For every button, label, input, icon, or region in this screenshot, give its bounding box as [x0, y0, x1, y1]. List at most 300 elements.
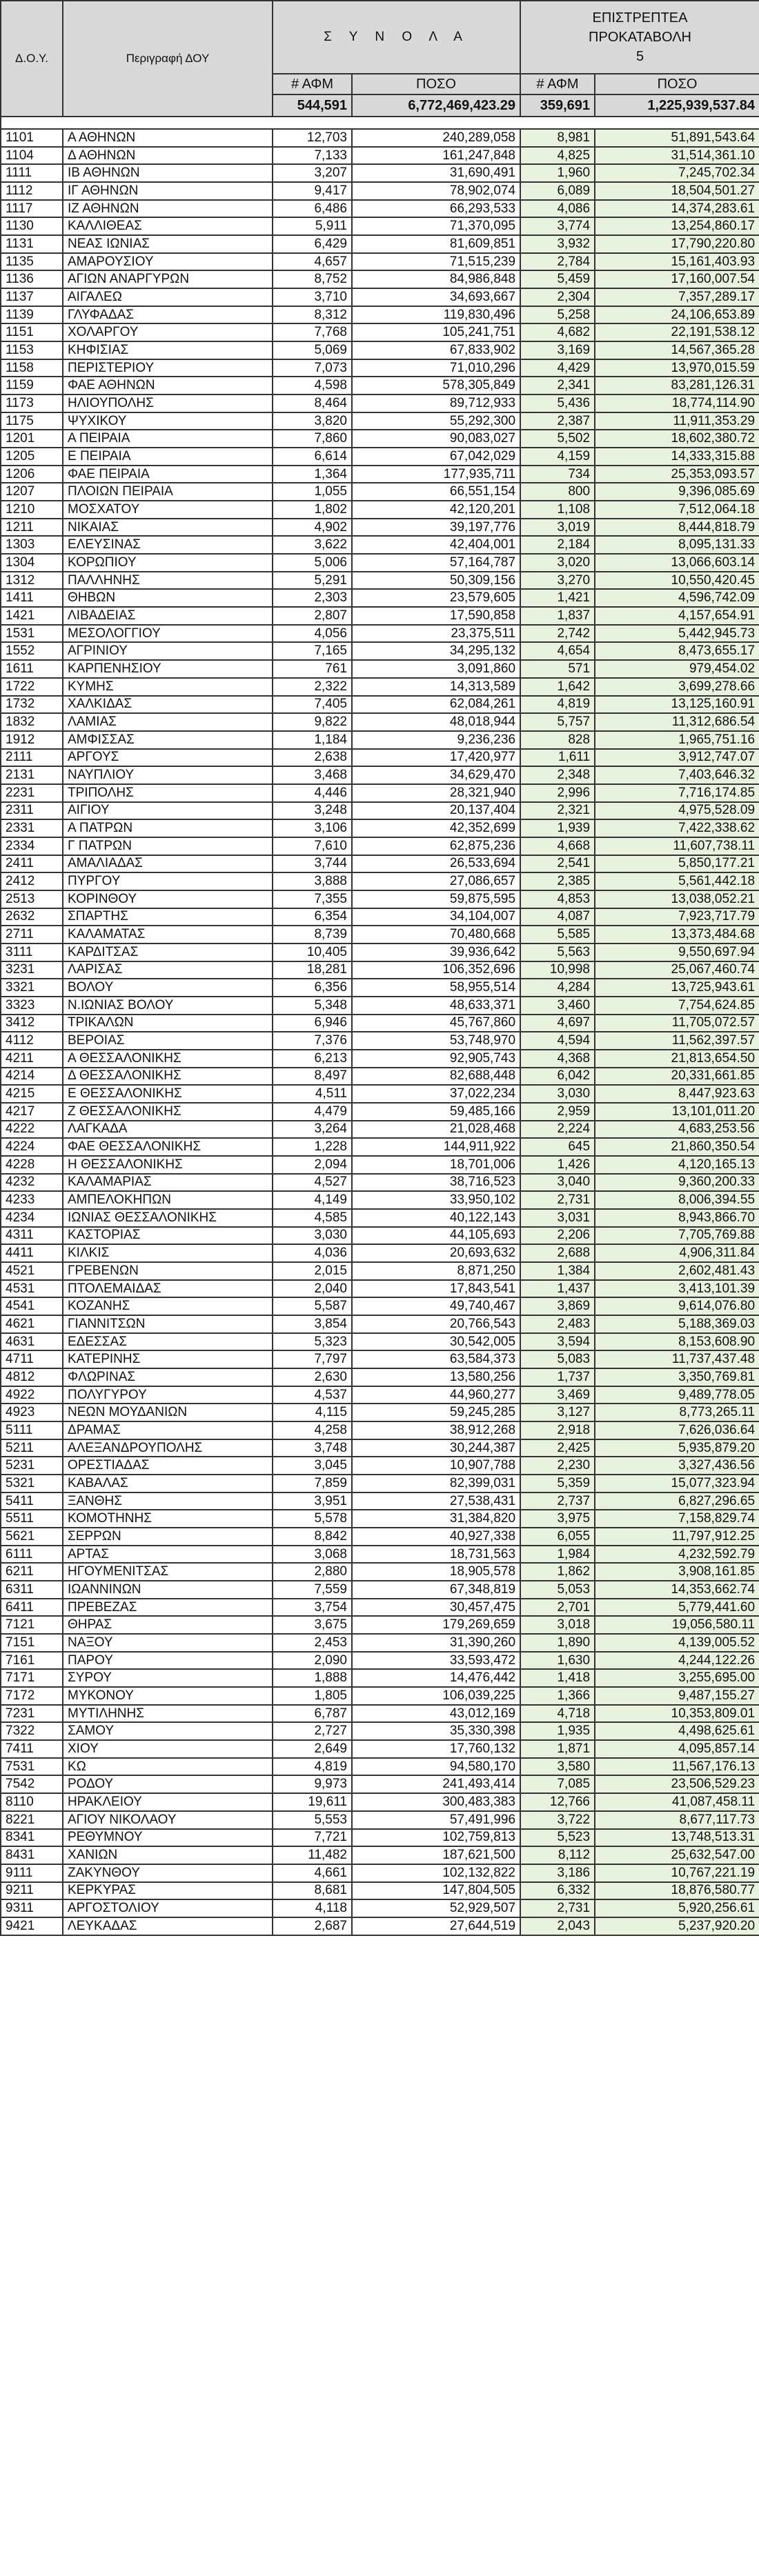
doy-code-cell: 8341: [1, 1829, 63, 1847]
header-description: Περιγραφή ΔΟΥ: [63, 1, 273, 117]
refund-afm-cell: 571: [520, 660, 595, 678]
refund-afm-cell: 6,089: [520, 182, 595, 200]
amount-cell: 90,083,027: [352, 430, 520, 448]
amount-cell: 21,028,468: [352, 1121, 520, 1139]
table-row: [1, 749, 759, 767]
refund-amount-cell: 21,813,654.50: [595, 1050, 759, 1068]
table-row: [1, 819, 759, 837]
refund-amount-cell: 3,413,101.39: [595, 1280, 759, 1298]
refund-afm-cell: 2,959: [520, 1103, 595, 1121]
doy-code-cell: 1912: [1, 731, 63, 749]
doy-code-cell: 7531: [1, 1758, 63, 1776]
amount-cell: 106,039,225: [352, 1687, 520, 1705]
afm-count-cell: 2,727: [273, 1722, 352, 1740]
table-row: [1, 872, 759, 890]
amount-cell: 241,493,414: [352, 1775, 520, 1793]
table-row: [1, 1244, 759, 1262]
amount-cell: 14,313,589: [352, 678, 520, 696]
doy-name-cell: ΙΓ ΑΘΗΝΩΝ: [63, 182, 273, 200]
table-row: [1, 1368, 759, 1386]
doy-name-cell: Ε ΘΕΣΣΑΛΟΝΙΚΗΣ: [63, 1085, 273, 1103]
refund-amount-cell: 2,602,481.43: [595, 1262, 759, 1280]
amount-cell: 31,384,820: [352, 1510, 520, 1528]
doy-name-cell: ΚΑΒΑΛΑΣ: [63, 1475, 273, 1492]
table-row: [1, 766, 759, 784]
doy-name-cell: ΨΥΧΙΚΟΥ: [63, 412, 273, 430]
refund-afm-cell: 2,688: [520, 1244, 595, 1262]
refund-amount-cell: 7,754,624.85: [595, 997, 759, 1015]
refund-amount-cell: 13,038,052.21: [595, 890, 759, 908]
table-row: [1, 1864, 759, 1882]
afm-count-cell: 3,888: [273, 872, 352, 890]
doy-code-cell: 1136: [1, 270, 63, 288]
doy-code-cell: 4112: [1, 1032, 63, 1050]
total-refund-afm: 359,691: [520, 94, 595, 117]
doy-code-cell: 6111: [1, 1546, 63, 1564]
table-row: [1, 1227, 759, 1245]
amount-cell: 102,132,822: [352, 1864, 520, 1882]
refund-afm-cell: 3,018: [520, 1616, 595, 1634]
refund-afm-cell: 2,541: [520, 855, 595, 873]
doy-code-cell: 2331: [1, 819, 63, 837]
refund-afm-cell: 2,224: [520, 1121, 595, 1139]
table-row: [1, 837, 759, 855]
amount-cell: 42,404,001: [352, 536, 520, 554]
refund-amount-cell: 18,602,380.72: [595, 430, 759, 448]
refund-afm-cell: 4,368: [520, 1050, 595, 1068]
refund-amount-cell: 13,101,011.20: [595, 1103, 759, 1121]
afm-count-cell: 5,553: [273, 1811, 352, 1829]
doy-code-cell: 5231: [1, 1457, 63, 1475]
doy-name-cell: ΠΑΛΛΗΝΗΣ: [63, 572, 273, 590]
doy-name-cell: ΠΕΡΙΣΤΕΡΙΟΥ: [63, 359, 273, 377]
amount-cell: 66,551,154: [352, 483, 520, 501]
doy-name-cell: ΚΑΤΕΡΙΝΗΣ: [63, 1350, 273, 1368]
doy-code-cell: 1207: [1, 483, 63, 501]
refund-afm-cell: 12,766: [520, 1793, 595, 1811]
amount-cell: 18,905,578: [352, 1563, 520, 1581]
table-row: [1, 979, 759, 997]
table-row: [1, 696, 759, 714]
refund-amount-cell: 22,191,538.12: [595, 323, 759, 341]
doy-code-cell: 4233: [1, 1191, 63, 1209]
header-refund-line3: 5: [635, 49, 644, 64]
afm-count-cell: 3,207: [273, 164, 352, 182]
refund-afm-cell: 1,862: [520, 1563, 595, 1581]
afm-count-cell: 7,797: [273, 1350, 352, 1368]
refund-afm-cell: 5,436: [520, 395, 595, 412]
refund-amount-cell: 18,774,114.90: [595, 395, 759, 412]
amount-cell: 57,491,996: [352, 1811, 520, 1829]
afm-count-cell: 6,787: [273, 1705, 352, 1723]
refund-amount-cell: 10,550,420.45: [595, 572, 759, 590]
refund-amount-cell: 7,245,702.34: [595, 164, 759, 182]
doy-name-cell: ΑΓΙΟΥ ΝΙΚΟΛΑΟΥ: [63, 1811, 273, 1829]
afm-count-cell: 18,281: [273, 961, 352, 979]
amount-cell: 48,633,371: [352, 997, 520, 1015]
refund-amount-cell: 13,254,860.17: [595, 217, 759, 235]
table-row: [1, 572, 759, 590]
doy-code-cell: 1304: [1, 554, 63, 572]
refund-afm-cell: 4,697: [520, 1015, 595, 1032]
refund-amount-cell: 6,827,296.65: [595, 1492, 759, 1510]
doy-code-cell: 1722: [1, 678, 63, 696]
afm-count-cell: 3,622: [273, 536, 352, 554]
amount-cell: 17,760,132: [352, 1740, 520, 1758]
amount-cell: 67,833,902: [352, 341, 520, 359]
refund-amount-cell: 17,160,007.54: [595, 270, 759, 288]
table-row: [1, 1811, 759, 1829]
table-row: [1, 890, 759, 908]
doy-name-cell: ΓΙΑΝΝΙΤΣΩΝ: [63, 1315, 273, 1333]
refund-afm-cell: 5,459: [520, 270, 595, 288]
refund-amount-cell: 3,350,769.81: [595, 1368, 759, 1386]
afm-count-cell: 4,537: [273, 1386, 352, 1404]
amount-cell: 30,457,475: [352, 1599, 520, 1617]
doy-code-cell: 9421: [1, 1917, 63, 1935]
afm-count-cell: 6,614: [273, 448, 352, 466]
doy-code-cell: 1732: [1, 696, 63, 714]
doy-code-cell: 1151: [1, 323, 63, 341]
doy-name-cell: ΚΑΛΑΜΑΤΑΣ: [63, 926, 273, 943]
afm-count-cell: 4,657: [273, 253, 352, 271]
amount-cell: 58,955,514: [352, 979, 520, 997]
refund-amount-cell: 7,357,289.17: [595, 288, 759, 306]
refund-afm-cell: 828: [520, 731, 595, 749]
afm-count-cell: 3,030: [273, 1227, 352, 1245]
doy-code-cell: 4923: [1, 1404, 63, 1421]
afm-count-cell: 1,055: [273, 483, 352, 501]
refund-afm-cell: 8,981: [520, 129, 595, 147]
refund-amount-cell: 5,442,945.73: [595, 625, 759, 643]
refund-afm-cell: 1,366: [520, 1687, 595, 1705]
total-refund-amount: 1,225,939,537.84: [595, 94, 759, 117]
table-row: [1, 625, 759, 643]
table-row: [1, 1740, 759, 1758]
refund-afm-cell: 5,053: [520, 1581, 595, 1599]
refund-afm-cell: 1,984: [520, 1546, 595, 1564]
doy-code-cell: 9111: [1, 1864, 63, 1882]
afm-count-cell: 2,094: [273, 1156, 352, 1174]
doy-name-cell: Α ΠΕΙΡΑΙΑ: [63, 430, 273, 448]
doy-code-cell: 3231: [1, 961, 63, 979]
spacer-cell: [1, 117, 759, 129]
doy-name-cell: Δ ΑΘΗΝΩΝ: [63, 147, 273, 165]
refund-afm-cell: 7,085: [520, 1775, 595, 1793]
afm-count-cell: 4,149: [273, 1191, 352, 1209]
afm-count-cell: 7,073: [273, 359, 352, 377]
refund-amount-cell: 11,567,176.13: [595, 1758, 759, 1776]
doy-name-cell: ΣΠΑΡΤΗΣ: [63, 908, 273, 926]
doy-name-cell: ΝΕΩΝ ΜΟΥΔΑΝΙΩΝ: [63, 1404, 273, 1421]
afm-count-cell: 3,744: [273, 855, 352, 873]
refund-amount-cell: 14,374,283.61: [595, 200, 759, 218]
amount-cell: 27,086,657: [352, 872, 520, 890]
refund-amount-cell: 979,454.02: [595, 660, 759, 678]
doy-code-cell: 6411: [1, 1599, 63, 1617]
doy-name-cell: ΚΙΛΚΙΣ: [63, 1244, 273, 1262]
amount-cell: 44,960,277: [352, 1386, 520, 1404]
afm-count-cell: 7,721: [273, 1829, 352, 1847]
doy-code-cell: 4217: [1, 1103, 63, 1121]
doy-code-cell: 4541: [1, 1297, 63, 1315]
doy-code-cell: 4222: [1, 1121, 63, 1139]
table-row: [1, 1439, 759, 1457]
amount-cell: 34,295,132: [352, 642, 520, 660]
afm-count-cell: 4,902: [273, 519, 352, 537]
refund-amount-cell: 4,139,005.52: [595, 1634, 759, 1652]
refund-afm-cell: 5,359: [520, 1475, 595, 1492]
doy-code-cell: 3412: [1, 1015, 63, 1032]
table-row: [1, 1563, 759, 1581]
afm-count-cell: 7,559: [273, 1581, 352, 1599]
amount-cell: 44,105,693: [352, 1227, 520, 1245]
refund-amount-cell: 4,683,253.56: [595, 1121, 759, 1139]
doy-code-cell: 2311: [1, 802, 63, 820]
refund-afm-cell: 2,321: [520, 802, 595, 820]
table-row: [1, 1209, 759, 1227]
refund-afm-cell: 1,837: [520, 607, 595, 625]
refund-afm-cell: 4,087: [520, 908, 595, 926]
doy-name-cell: ΚΑΛΑΜΑΡΙΑΣ: [63, 1174, 273, 1192]
doy-name-cell: Ζ ΘΕΣΣΑΛΟΝΙΚΗΣ: [63, 1103, 273, 1121]
table-row: [1, 642, 759, 660]
doy-code-cell: 5411: [1, 1492, 63, 1510]
refund-afm-cell: 3,127: [520, 1404, 595, 1421]
refund-amount-cell: 5,920,256.61: [595, 1899, 759, 1917]
refund-afm-cell: 3,774: [520, 217, 595, 235]
table-row: [1, 713, 759, 731]
doy-name-cell: ΝΙΚΑΙΑΣ: [63, 519, 273, 537]
table-row: [1, 1421, 759, 1439]
amount-cell: 34,104,007: [352, 908, 520, 926]
table-row: [1, 1758, 759, 1776]
refund-amount-cell: 5,188,369.03: [595, 1315, 759, 1333]
refund-afm-cell: 3,460: [520, 997, 595, 1015]
amount-cell: 33,950,102: [352, 1191, 520, 1209]
doy-code-cell: 4214: [1, 1068, 63, 1086]
table-row: [1, 1652, 759, 1670]
afm-count-cell: 4,819: [273, 1758, 352, 1776]
amount-cell: 70,480,668: [352, 926, 520, 943]
refund-afm-cell: 4,819: [520, 696, 595, 714]
table-row: [1, 1050, 759, 1068]
refund-afm-cell: 5,563: [520, 943, 595, 961]
afm-count-cell: 6,213: [273, 1050, 352, 1068]
refund-amount-cell: 3,699,278.66: [595, 678, 759, 696]
refund-afm-cell: 6,332: [520, 1882, 595, 1900]
table-row: [1, 253, 759, 271]
refund-afm-cell: 4,086: [520, 200, 595, 218]
amount-cell: 30,244,387: [352, 1439, 520, 1457]
doy-code-cell: 2632: [1, 908, 63, 926]
amount-cell: 18,701,006: [352, 1156, 520, 1174]
doy-code-cell: 4232: [1, 1174, 63, 1192]
table-body: [1, 129, 759, 1935]
refund-amount-cell: 13,066,603.14: [595, 554, 759, 572]
refund-amount-cell: 7,158,829.74: [595, 1510, 759, 1528]
refund-amount-cell: 31,514,361.10: [595, 147, 759, 165]
amount-cell: 84,986,848: [352, 270, 520, 288]
amount-cell: 62,084,261: [352, 696, 520, 714]
doy-name-cell: ΑΛΕΞΑΝΔΡΟΥΠΟΛΗΣ: [63, 1439, 273, 1457]
doy-code-cell: 4311: [1, 1227, 63, 1245]
table-row: [1, 1581, 759, 1599]
table-row: [1, 1333, 759, 1351]
refund-afm-cell: 2,701: [520, 1599, 595, 1617]
amount-cell: 177,935,711: [352, 466, 520, 483]
refund-afm-cell: 2,043: [520, 1917, 595, 1935]
refund-amount-cell: 11,312,686.54: [595, 713, 759, 731]
refund-afm-cell: 3,020: [520, 554, 595, 572]
afm-count-cell: 2,807: [273, 607, 352, 625]
doy-name-cell: ΦΑΕ ΑΘΗΝΩΝ: [63, 377, 273, 395]
doy-code-cell: 4621: [1, 1315, 63, 1333]
afm-count-cell: 9,822: [273, 713, 352, 731]
doy-code-cell: 3323: [1, 997, 63, 1015]
afm-count-cell: 4,598: [273, 377, 352, 395]
amount-cell: 27,538,431: [352, 1492, 520, 1510]
amount-cell: 55,292,300: [352, 412, 520, 430]
afm-count-cell: 8,681: [273, 1882, 352, 1900]
refund-amount-cell: 14,567,365.28: [595, 341, 759, 359]
table-row: [1, 466, 759, 483]
refund-afm-cell: 1,939: [520, 819, 595, 837]
doy-name-cell: ΚΑΡΠΕΝΗΣΙΟΥ: [63, 660, 273, 678]
refund-amount-cell: 8,006,394.55: [595, 1191, 759, 1209]
doy-code-cell: 1137: [1, 288, 63, 306]
doy-name-cell: ΑΓΡΙΝΙΟΥ: [63, 642, 273, 660]
afm-count-cell: 6,429: [273, 235, 352, 253]
doy-code-cell: 2513: [1, 890, 63, 908]
refund-amount-cell: 4,244,122.26: [595, 1652, 759, 1670]
doy-name-cell: ΑΜΦΙΣΣΑΣ: [63, 731, 273, 749]
refund-amount-cell: 11,607,738.11: [595, 837, 759, 855]
refund-afm-cell: 1,426: [520, 1156, 595, 1174]
header-totals-group: Σ Υ Ν Ο Λ Α: [273, 1, 520, 74]
afm-count-cell: 3,468: [273, 766, 352, 784]
table-row: [1, 802, 759, 820]
refund-amount-cell: 13,373,484.68: [595, 926, 759, 943]
doy-code-cell: 1112: [1, 182, 63, 200]
amount-cell: 52,929,507: [352, 1899, 520, 1917]
afm-count-cell: 8,497: [273, 1068, 352, 1086]
refund-afm-cell: 3,031: [520, 1209, 595, 1227]
refund-amount-cell: 9,550,697.94: [595, 943, 759, 961]
refund-amount-cell: 8,447,923.63: [595, 1085, 759, 1103]
table-row: [1, 855, 759, 873]
refund-amount-cell: 18,504,501.27: [595, 182, 759, 200]
doy-name-cell: ΑΡΤΑΣ: [63, 1546, 273, 1564]
table-row: [1, 731, 759, 749]
afm-count-cell: 8,752: [273, 270, 352, 288]
table-row: [1, 519, 759, 537]
refund-afm-cell: 2,425: [520, 1439, 595, 1457]
afm-count-cell: 5,578: [273, 1510, 352, 1528]
table-row: [1, 784, 759, 802]
refund-afm-cell: 1,108: [520, 501, 595, 519]
doy-code-cell: 7411: [1, 1740, 63, 1758]
refund-amount-cell: 14,333,315.88: [595, 448, 759, 466]
doy-name-cell: Α ΘΕΣΣΑΛΟΝΙΚΗΣ: [63, 1050, 273, 1068]
refund-amount-cell: 3,255,695.00: [595, 1669, 759, 1687]
doy-name-cell: ΚΟΡΩΠΙΟΥ: [63, 554, 273, 572]
refund-amount-cell: 3,912,747.07: [595, 749, 759, 767]
refund-amount-cell: 4,975,528.09: [595, 802, 759, 820]
amount-cell: 13,580,256: [352, 1368, 520, 1386]
doy-name-cell: ΑΡΓΟΥΣ: [63, 749, 273, 767]
amount-cell: 37,022,234: [352, 1085, 520, 1103]
refund-afm-cell: 1,890: [520, 1634, 595, 1652]
amount-cell: 59,485,166: [352, 1103, 520, 1121]
table-row: [1, 448, 759, 466]
refund-afm-cell: 4,668: [520, 837, 595, 855]
doy-code-cell: 7171: [1, 1669, 63, 1687]
doy-code-cell: 7151: [1, 1634, 63, 1652]
refund-amount-cell: 21,860,350.54: [595, 1138, 759, 1156]
table-row: [1, 607, 759, 625]
doy-code-cell: 7542: [1, 1775, 63, 1793]
refund-amount-cell: 18,876,580.77: [595, 1882, 759, 1900]
afm-count-cell: 1,184: [273, 731, 352, 749]
amount-cell: 147,804,505: [352, 1882, 520, 1900]
doy-code-cell: 1205: [1, 448, 63, 466]
table-header: [1, 1, 759, 129]
doy-code-cell: 2334: [1, 837, 63, 855]
refund-afm-cell: 2,483: [520, 1315, 595, 1333]
afm-count-cell: 4,258: [273, 1421, 352, 1439]
refund-amount-cell: 51,891,543.64: [595, 129, 759, 147]
doy-name-cell: ΧΙΟΥ: [63, 1740, 273, 1758]
refund-afm-cell: 3,580: [520, 1758, 595, 1776]
table-row: [1, 412, 759, 430]
doy-name-cell: ΠΑΡΟΥ: [63, 1652, 273, 1670]
amount-cell: 179,269,659: [352, 1616, 520, 1634]
doy-name-cell: ΦΑΕ ΠΕΙΡΑΙΑ: [63, 466, 273, 483]
doy-name-cell: ΠΥΡΓΟΥ: [63, 872, 273, 890]
table-row: [1, 129, 759, 147]
refund-afm-cell: 2,737: [520, 1492, 595, 1510]
amount-cell: 49,740,467: [352, 1297, 520, 1315]
amount-cell: 9,236,236: [352, 731, 520, 749]
doy-name-cell: ΒΟΛΟΥ: [63, 979, 273, 997]
refund-amount-cell: 25,353,093.57: [595, 466, 759, 483]
refund-amount-cell: 5,237,920.20: [595, 1917, 759, 1935]
doy-code-cell: 4224: [1, 1138, 63, 1156]
doy-name-cell: Α ΑΘΗΝΩΝ: [63, 129, 273, 147]
amount-cell: 105,241,751: [352, 323, 520, 341]
amount-cell: 40,122,143: [352, 1209, 520, 1227]
refund-afm-cell: 2,387: [520, 412, 595, 430]
doy-code-cell: 2231: [1, 784, 63, 802]
doy-name-cell: ΓΡΕΒΕΝΩΝ: [63, 1262, 273, 1280]
refund-amount-cell: 3,327,436.56: [595, 1457, 759, 1475]
refund-amount-cell: 4,157,654.91: [595, 607, 759, 625]
doy-code-cell: 1421: [1, 607, 63, 625]
doy-name-cell: Ν.ΙΩΝΙΑΣ ΒΟΛΟΥ: [63, 997, 273, 1015]
doy-name-cell: ΑΜΑΛΙΑΔΑΣ: [63, 855, 273, 873]
refund-amount-cell: 9,489,778.05: [595, 1386, 759, 1404]
afm-count-cell: 9,973: [273, 1775, 352, 1793]
refund-afm-cell: 2,230: [520, 1457, 595, 1475]
refund-amount-cell: 7,422,338.62: [595, 819, 759, 837]
doy-name-cell: ΗΓΟΥΜΕΝΙΤΣΑΣ: [63, 1563, 273, 1581]
afm-count-cell: 3,951: [273, 1492, 352, 1510]
doy-code-cell: 9211: [1, 1882, 63, 1900]
doy-name-cell: ΜΥΚΟΝΟΥ: [63, 1687, 273, 1705]
doy-name-cell: ΠΤΟΛΕΜΑΙΔΑΣ: [63, 1280, 273, 1298]
table-row: [1, 1315, 759, 1333]
